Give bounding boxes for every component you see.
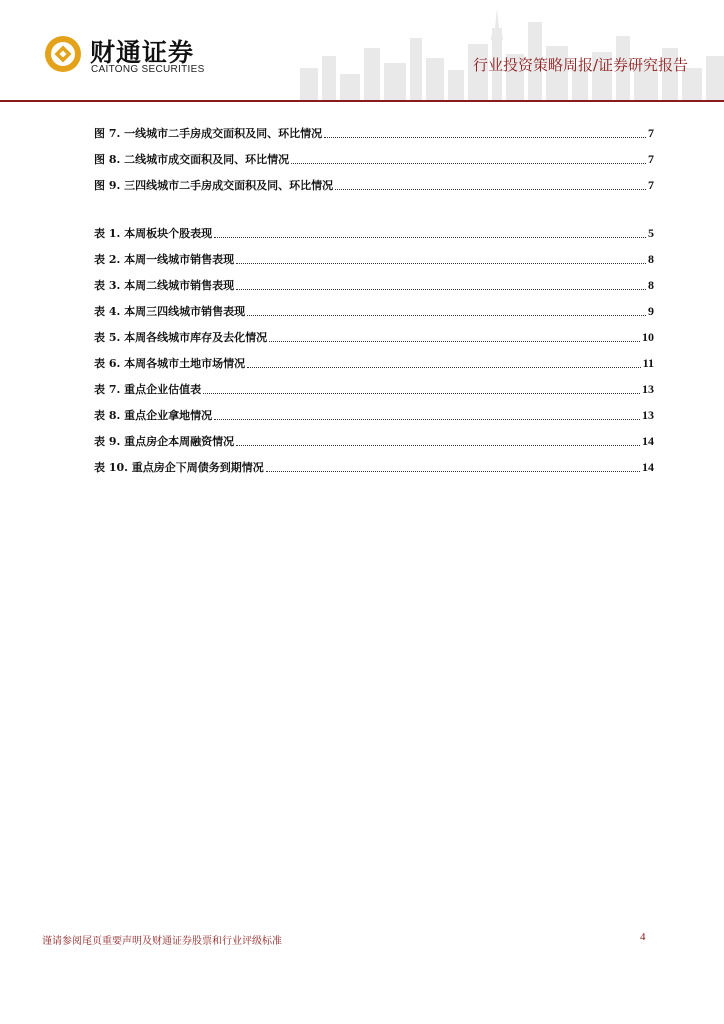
toc-entry-label: 图 8. 二线城市成交面积及同、环比情况: [94, 153, 290, 166]
page-header: [0, 0, 724, 104]
toc-leader-dots: [247, 366, 641, 368]
header-divider: [0, 100, 724, 102]
page-number: 4: [640, 931, 646, 943]
caitong-logo-icon: [42, 34, 84, 74]
toc-entry-label: 表 2. 本周一线城市销售表现: [94, 253, 235, 266]
toc-entry-label: 表 7. 重点企业估值表: [94, 383, 202, 396]
toc-leader-dots: [236, 262, 646, 264]
toc-entry-figure-9[interactable]: [94, 167, 654, 193]
company-name-en: CAITONG SECURITIES: [91, 64, 205, 75]
table-of-contents: [94, 115, 654, 475]
toc-entry-table-6[interactable]: [94, 345, 654, 371]
toc-page-number: 8: [648, 278, 654, 292]
toc-entry-label: 表 10. 重点房企下周债务到期情况: [94, 461, 264, 474]
footer-disclaimer: 谨请参阅尾页重要声明及财通证券股票和行业评级标准: [42, 936, 282, 947]
toc-entry-figure-7[interactable]: [94, 115, 654, 141]
toc-leader-dots: [214, 236, 646, 238]
toc-page-number: 14: [642, 460, 654, 474]
toc-entry-table-4[interactable]: [94, 293, 654, 319]
toc-page-number: 13: [642, 408, 654, 422]
toc-entry-label: 表 3. 本周二线城市销售表现: [94, 279, 235, 292]
toc-leader-dots: [236, 288, 646, 290]
toc-entry-table-1[interactable]: [94, 215, 654, 241]
toc-page-number: 7: [648, 178, 654, 192]
toc-entry-label: 图 9. 三四线城市二手房成交面积及同、环比情况: [94, 179, 334, 192]
toc-entry-label: 图 7. 一线城市二手房成交面积及同、环比情况: [94, 127, 323, 140]
toc-page-number: 8: [648, 252, 654, 266]
toc-leader-dots: [324, 136, 646, 138]
toc-entry-table-10[interactable]: [94, 449, 654, 475]
toc-entry-table-9[interactable]: [94, 423, 654, 449]
toc-page-number: 10: [642, 330, 654, 344]
toc-entry-table-3[interactable]: [94, 267, 654, 293]
company-name-cn: 财通证券: [90, 38, 195, 67]
toc-leader-dots: [335, 188, 646, 190]
toc-entry-label: 表 1. 本周板块个股表现: [94, 227, 213, 240]
toc-leader-dots: [214, 418, 640, 420]
toc-leader-dots: [236, 444, 640, 446]
toc-page-number: 9: [648, 304, 654, 318]
toc-leader-dots: [247, 314, 646, 316]
toc-entry-label: 表 5. 本周各线城市库存及去化情况: [94, 331, 268, 344]
toc-entry-table-7[interactable]: [94, 371, 654, 397]
toc-entry-figure-8[interactable]: [94, 141, 654, 167]
toc-entry-table-5[interactable]: [94, 319, 654, 345]
toc-section-gap: [94, 193, 654, 215]
report-type-label: 行业投资策略周报/证券研究报告: [472, 56, 688, 74]
toc-page-number: 5: [648, 226, 654, 240]
toc-page-number: 11: [642, 356, 654, 370]
toc-leader-dots: [266, 470, 640, 472]
toc-page-number: 14: [642, 434, 654, 448]
toc-page-number: 7: [648, 152, 654, 166]
toc-entry-label: 表 6. 本周各城市土地市场情况: [94, 357, 246, 370]
toc-entry-label: 表 9. 重点房企本周融资情况: [94, 435, 235, 448]
toc-page-number: 13: [642, 382, 654, 396]
toc-leader-dots: [291, 162, 646, 164]
toc-leader-dots: [269, 340, 640, 342]
toc-entry-label: 表 4. 本周三四线城市销售表现: [94, 305, 246, 318]
toc-entry-label: 表 8. 重点企业拿地情况: [94, 409, 213, 422]
toc-entry-table-2[interactable]: [94, 241, 654, 267]
toc-leader-dots: [203, 392, 640, 394]
toc-entry-table-8[interactable]: [94, 397, 654, 423]
toc-page-number: 7: [648, 126, 654, 140]
